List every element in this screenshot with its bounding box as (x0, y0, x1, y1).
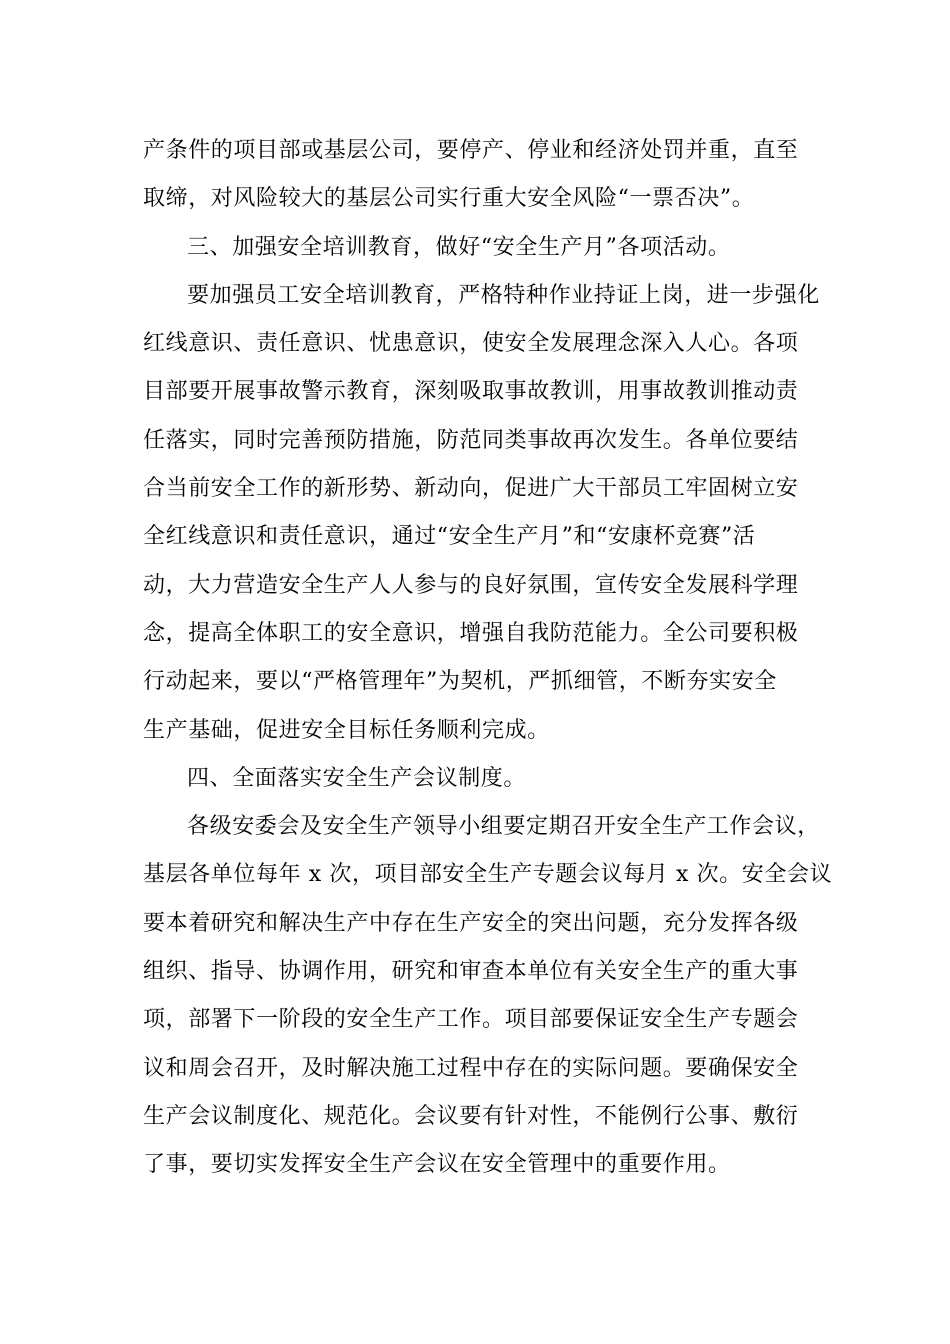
text-line: 基层各单位每年 x 次，项目部安全生产专题会议每月 x 次。安全会议 (143, 862, 833, 888)
text-line: 各级安委会及安全生产领导小组要定期召开安全生产工作会议， (187, 814, 820, 840)
text-line: 了事，要切实发挥安全生产会议在安全管理中的重要作用。 (143, 1152, 731, 1178)
heading-text: 三、加强安全培训教育，做好“安全生产月”各项活动。 (187, 234, 731, 260)
text-line: 生产基础，促进安全目标任务顺利完成。 (143, 717, 550, 743)
paragraph-continuation (143, 127, 809, 224)
section-heading-4 (143, 755, 809, 803)
text-line: 要加强员工安全培训教育，严格特种作业持证上岗，进一步强化 (187, 282, 820, 308)
text-line: 组织、指导、协调作用，研究和审查本单位有关安全生产的重大事 (143, 959, 799, 985)
section-heading-3 (143, 224, 809, 272)
text-line: 红线意识、责任意识、忧患意识，使安全发展理念深入人心。各项 (143, 331, 799, 357)
text-line: 行动起来，要以“严格管理年”为契机，严抓细管，不断夯实安全 (143, 669, 777, 695)
text-line: 全红线意识和责任意识，通过“安全生产月”和“安康杯竞赛”活 (143, 524, 756, 550)
text-line: 生产会议制度化、规范化。会议要有针对性，不能例行公事、敷衍 (143, 1103, 799, 1129)
text-line: 议和周会召开，及时解决施工过程中存在的实际问题。要确保安全 (143, 1055, 799, 1081)
text-line: 合当前安全工作的新形势、新动向，促进广大干部员工牢固树立安 (143, 476, 799, 502)
text-line: 取缔，对风险较大的基层公司实行重大安全风险“一票否决”。 (143, 186, 755, 212)
text-line: 要本着研究和解决生产中存在生产安全的突出问题，充分发挥各级 (143, 910, 799, 936)
paragraph-safety-meetings (143, 803, 833, 1189)
paragraph-safety-training (143, 272, 820, 755)
text-line: 动，大力营造安全生产人人参与的良好氛围，宣传安全发展科学理 (143, 572, 799, 598)
text-line: 项，部署下一阶段的安全生产工作。项目部要保证安全生产专题会 (143, 1007, 799, 1033)
text-line: 目部要开展事故警示教育，深刻吸取事故教训，用事故教训推动责 (143, 379, 799, 405)
text-line: 产条件的项目部或基层公司，要停产、停业和经济处罚并重，直至 (143, 138, 799, 163)
text-line: 任落实，同时完善预防措施，防范同类事故再次发生。各单位要结 (143, 427, 799, 453)
heading-text: 四、全面落实安全生产会议制度。 (187, 765, 527, 791)
text-line: 念，提高全体职工的安全意识，增强自我防范能力。全公司要积极 (143, 620, 799, 646)
document-body (143, 127, 833, 1190)
